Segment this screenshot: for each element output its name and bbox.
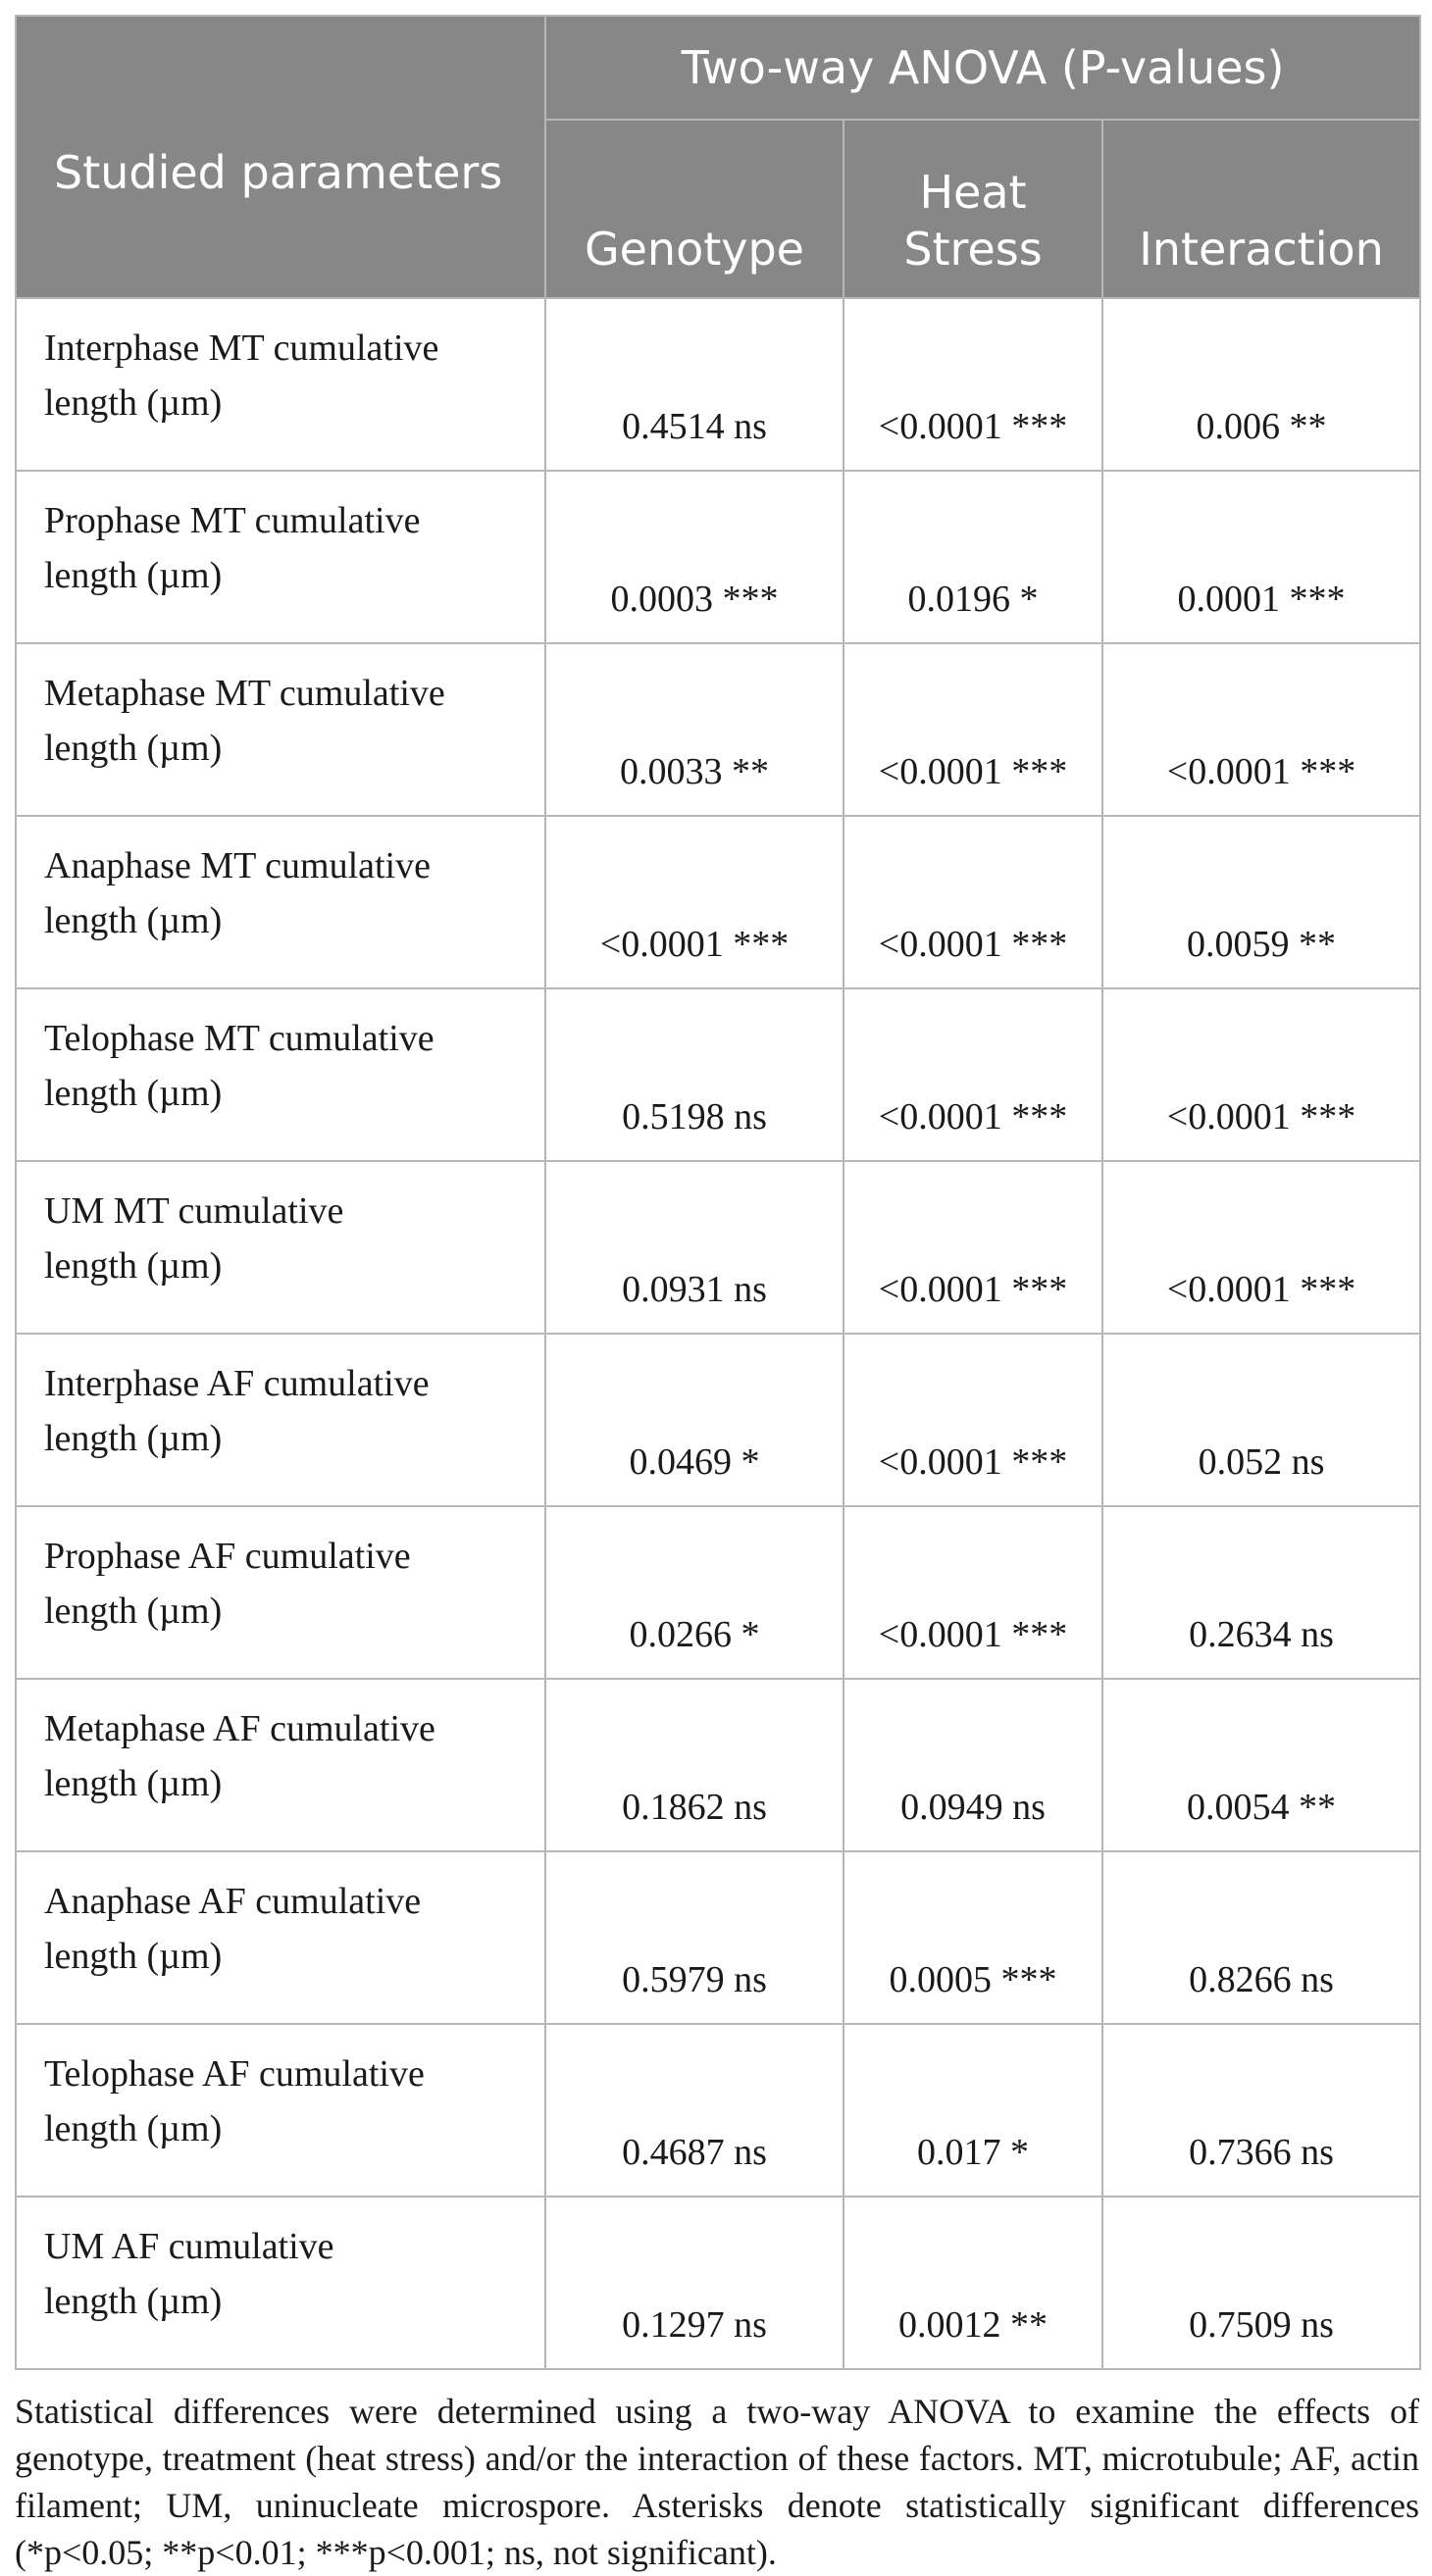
heat-stress-p-value: 0.017 *	[844, 2024, 1102, 2197]
interaction-p-value: 0.8266 ns	[1102, 1851, 1420, 2024]
header-heat-stress-line1: Heat	[919, 166, 1027, 219]
genotype-p-value: 0.1862 ns	[545, 1679, 844, 1851]
parameter-label-line1: Metaphase MT cumulative	[44, 673, 445, 714]
table-row	[16, 471, 1420, 643]
parameter-label-line2: length (µm)	[44, 1418, 223, 1459]
heat-stress-p-value: <0.0001 ***	[844, 1506, 1102, 1679]
parameter-cell	[16, 2024, 545, 2197]
interaction-p-value: 0.006 **	[1102, 298, 1420, 471]
parameter-label-line2: length (µm)	[44, 1245, 223, 1287]
header-heat-stress-line2: Stress	[903, 223, 1043, 276]
heat-stress-p-value: <0.0001 ***	[844, 816, 1102, 988]
table-header	[16, 16, 1420, 298]
heat-stress-p-value: 0.0949 ns	[844, 1679, 1102, 1851]
parameter-cell	[16, 298, 545, 471]
heat-stress-p-value: <0.0001 ***	[844, 643, 1102, 816]
heat-stress-p-value: <0.0001 ***	[844, 298, 1102, 471]
parameter-label-line2: length (µm)	[44, 1591, 223, 1632]
parameter-cell	[16, 1334, 545, 1506]
parameter-label-line2: length (µm)	[44, 728, 223, 769]
header-interaction-line2: Interaction	[1139, 223, 1384, 276]
interaction-p-value: 0.052 ns	[1102, 1334, 1420, 1506]
interaction-p-value: 0.0059 **	[1102, 816, 1420, 988]
parameter-label-line2: length (µm)	[44, 382, 223, 424]
genotype-p-value: <0.0001 ***	[545, 816, 844, 988]
parameter-cell	[16, 643, 545, 816]
parameter-cell	[16, 988, 545, 1161]
parameter-label-line1: UM MT cumulative	[44, 1190, 344, 1232]
parameter-cell	[16, 1161, 545, 1334]
table-row	[16, 1161, 1420, 1334]
parameter-label-line1: Anaphase MT cumulative	[44, 845, 431, 886]
parameter-cell	[16, 1851, 545, 2024]
genotype-p-value: 0.0931 ns	[545, 1161, 844, 1334]
genotype-p-value: 0.0469 *	[545, 1334, 844, 1506]
table-row	[16, 1334, 1420, 1506]
table-row	[16, 643, 1420, 816]
parameter-label-line2: length (µm)	[44, 900, 223, 941]
genotype-p-value: 0.1297 ns	[545, 2197, 844, 2369]
table-footnote: Statistical differences were determined using a two-way ANOVA to examine the effects of genotype, treatment (heat stress) and/or the interaction of these factors. MT, microtubule; AF, actin filament; UM, uninucleate microspore. Asterisks denote statistically significant differences (*p<0.05; **p<0.01; ***p<0.001; ns, not significant).	[15, 2392, 1419, 2572]
heat-stress-p-value: <0.0001 ***	[844, 1161, 1102, 1334]
table-row	[16, 1506, 1420, 1679]
table-row	[16, 298, 1420, 471]
parameter-label-line2: length (µm)	[44, 2281, 223, 2322]
header-genotype-line2: Genotype	[584, 223, 804, 276]
interaction-p-value: 0.2634 ns	[1102, 1506, 1420, 1679]
heat-stress-p-value: 0.0196 *	[844, 471, 1102, 643]
header-interaction	[1102, 120, 1420, 298]
parameter-label-line1: Prophase MT cumulative	[44, 500, 421, 541]
parameter-label-line1: Interphase MT cumulative	[44, 328, 439, 369]
parameter-label-line1: Interphase AF cumulative	[44, 1363, 430, 1404]
heat-stress-p-value: <0.0001 ***	[844, 1334, 1102, 1506]
parameter-label-line2: length (µm)	[44, 2108, 223, 2149]
genotype-p-value: 0.5979 ns	[545, 1851, 844, 2024]
parameter-label-line1: Prophase AF cumulative	[44, 1536, 411, 1577]
parameter-cell	[16, 471, 545, 643]
interaction-p-value: 0.0054 **	[1102, 1679, 1420, 1851]
interaction-p-value: 0.7509 ns	[1102, 2197, 1420, 2369]
genotype-p-value: 0.4514 ns	[545, 298, 844, 471]
interaction-p-value: <0.0001 ***	[1102, 1161, 1420, 1334]
table-row	[16, 816, 1420, 988]
parameter-cell	[16, 1679, 545, 1851]
genotype-p-value: 0.0003 ***	[545, 471, 844, 643]
header-genotype	[545, 120, 844, 298]
table-row	[16, 1679, 1420, 1851]
parameter-label-line2: length (µm)	[44, 1936, 223, 1977]
interaction-p-value: 0.7366 ns	[1102, 2024, 1420, 2197]
table-row	[16, 988, 1420, 1161]
interaction-p-value: <0.0001 ***	[1102, 988, 1420, 1161]
parameter-label-line1: Anaphase AF cumulative	[44, 1881, 422, 1922]
parameter-label-line2: length (µm)	[44, 555, 223, 596]
parameter-label-line1: Telophase AF cumulative	[44, 2053, 425, 2095]
interaction-p-value: 0.0001 ***	[1102, 471, 1420, 643]
parameter-label-line1: Metaphase AF cumulative	[44, 1708, 435, 1749]
parameter-label-line2: length (µm)	[44, 1073, 223, 1114]
header-studied-parameters: Studied parameters	[16, 16, 545, 298]
table-row	[16, 1851, 1420, 2024]
parameter-cell	[16, 1506, 545, 1679]
table-row	[16, 2024, 1420, 2197]
heat-stress-p-value: 0.0012 **	[844, 2197, 1102, 2369]
genotype-p-value: 0.0033 **	[545, 643, 844, 816]
table-figure	[15, 15, 1419, 2576]
heat-stress-p-value: <0.0001 ***	[844, 988, 1102, 1161]
table-body	[16, 298, 1420, 2369]
genotype-p-value: 0.0266 *	[545, 1506, 844, 1679]
genotype-p-value: 0.4687 ns	[545, 2024, 844, 2197]
genotype-p-value: 0.5198 ns	[545, 988, 844, 1161]
interaction-p-value: <0.0001 ***	[1102, 643, 1420, 816]
parameter-label-line2: length (µm)	[44, 1763, 223, 1804]
header-group-title: Two-way ANOVA (P-values)	[545, 16, 1420, 120]
parameter-cell	[16, 2197, 545, 2369]
parameter-label-line1: Telophase MT cumulative	[44, 1018, 435, 1059]
table-row	[16, 2197, 1420, 2369]
heat-stress-p-value: 0.0005 ***	[844, 1851, 1102, 2024]
header-heat-stress	[844, 120, 1102, 298]
parameter-label-line1: UM AF cumulative	[44, 2226, 334, 2267]
parameter-cell	[16, 816, 545, 988]
anova-table	[15, 15, 1421, 2370]
